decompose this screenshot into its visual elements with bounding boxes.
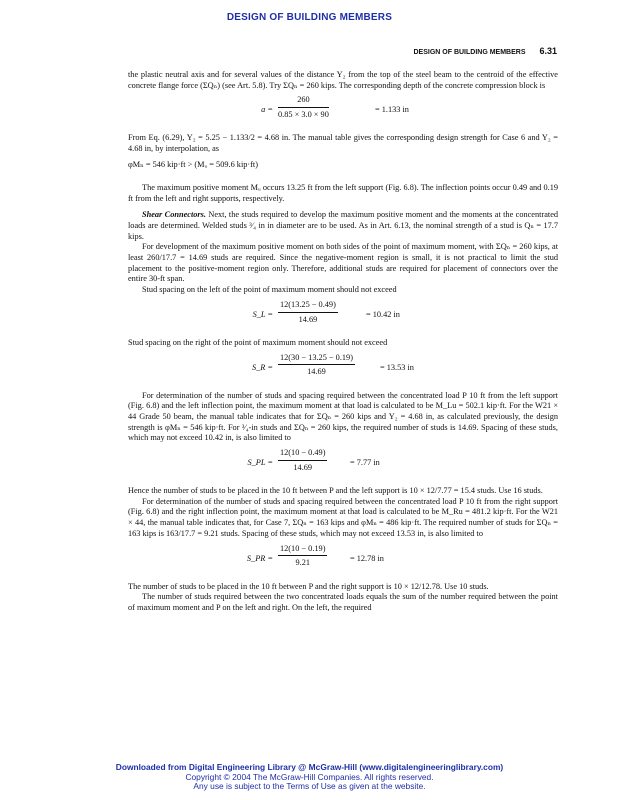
running-head	[414, 46, 558, 56]
denominator: 14.69	[293, 462, 313, 472]
equation-rhs: = 10.42 in	[366, 309, 400, 319]
paragraph: The number of studs required between the two concentrated loads equals the sum of the number required between the point of maximum moment and P on the left and right. On the left, the required	[128, 592, 558, 612]
paragraph: From Eq. (6.29), Y₂ = 5.25 − 1.133/2 = 4.68 in. The manual table gives the corresponding design strength for Case 6 and Y₂ = 4.68 in, by interpolation, as	[128, 133, 558, 154]
equation-spr	[128, 544, 558, 576]
denominator: 14.69	[298, 314, 318, 324]
paragraph: For determination of the number of studs and spacing required between the concentrated load P 10 ft from the left support (Fig. 6.8) and the left inflection point, the maximum moment at that load is calculated to be M_Lu = 502.1 kip·ft. For the W21 × 44 Grade 50 beam, the manual table indicates that for ΣQₙ = 260 kips and Y₂ = 4.68 in, as calculated previously, the design strength is φMₙ = 546 kip·ft. For ³⁄₄-in studs and ΣQₙ = 260 kips, the required number of studs is 14.69. Spacing of these studs, which may not exceed 10.42 in, is also limited to	[128, 390, 558, 443]
paragraph: the plastic neutral axis and for several values of the distance Y₂ from the top of the steel beam to the centroid of the effective concrete flange force (ΣQₙ) (see Art. 5.8). Try ΣQₙ = 260 kips. The corresponding depth of the concrete compression block is	[128, 70, 558, 90]
paragraph: For development of the maximum positive moment on both sides of the point of maximum moment, with ΣQₙ = 260 kips, at least 260/17.7 = 14.69 studs are required. Since the negative-moment region is small, it is not practical to limit the stud placement to the positive-moment region only. Therefore, additional studs are required for placement of connectors over the entire 30-ft span.	[128, 242, 558, 284]
footer-terms-link[interactable]: Any use is subject to the Terms of Use as given at the website.	[193, 781, 426, 792]
equation-spl	[128, 448, 558, 480]
denominator: 9.21	[295, 558, 310, 568]
numerator: 12(10 − 0.49)	[278, 448, 327, 461]
fraction	[278, 544, 327, 569]
denominator: 0.85 × 3.0 × 90	[278, 110, 329, 120]
denominator: 14.69	[307, 367, 326, 377]
document-banner: DESIGN OF BUILDING MEMBERS	[226, 12, 393, 23]
section-heading: Shear Connectors.	[142, 210, 206, 220]
paragraph-text: Next, the studs required to develop the maximum positive moment and the moments at the concentrated loads are determined. Welded studs ³⁄₄ in in diameter are to be used. As in Art. 6.13, the nominal strength of a stud is Qₙ = 17.7 kips.	[128, 210, 559, 241]
equation-a	[128, 95, 558, 127]
fraction	[278, 300, 338, 325]
paragraph: The maximum positive moment Mᵤ occurs 13.25 ft from the left support (Fig. 6.8). The inflection points occur 0.49 and 0.19 ft from the left and right supports, respectively.	[128, 182, 558, 203]
paragraph: Stud spacing on the right of the point of maximum moment should not exceed	[128, 337, 388, 347]
numerator: 12(30 − 13.25 − 0.19)	[278, 353, 355, 366]
numerator: 260	[278, 95, 329, 108]
page-number: 6.31	[539, 46, 557, 56]
equation-lhs: S_PR =	[246, 553, 273, 563]
equation-lhs: S_L =	[252, 309, 273, 319]
equation-rhs: = 1.133 in	[375, 105, 409, 115]
footer-copyright: Copyright © 2004 The McGraw-Hill Companies. All rights reserved.	[185, 771, 434, 782]
footer-download-link[interactable]: Downloaded from Digital Engineering Library @ McGraw-Hill (www.digitalengineeringlibrary.com)	[115, 762, 504, 772]
fraction	[278, 95, 329, 120]
paragraph: Hence the number of studs to be placed in the 10 ft between P and the left support is 10 × 12/7.77 = 15.4 studs. Use 16 studs.	[128, 486, 543, 496]
equation-lhs: S_PL =	[247, 458, 273, 468]
paragraph: Stud spacing on the left of the point of maximum moment should not exceed	[142, 285, 397, 295]
paragraph: The number of studs to be placed in the 10 ft between P and the right support is 10 × 12/12.78. Use 10 studs.	[128, 581, 489, 591]
equation-phi: φMₙ = 546 kip·ft > (Mᵤ = 509.6 kip·ft)	[128, 159, 258, 169]
fraction	[278, 353, 355, 378]
running-head-title: DESIGN OF BUILDING MEMBERS	[413, 49, 526, 56]
paragraph: For determination of the number of studs and spacing required between the concentrated load P 10 ft from the right support (Fig. 6.8) and the right inflection point, the maximum moment at that load is calculated to be M_Ru = 481.2 kip·ft. For the W21 × 44, the manual table indicates that, for Case 7, ΣQₙ = 163 kips and φMₙ = 486 kip·ft. The required number of studs for ΣQₙ = 163 kips is 163/17.7 = 9.21 studs. Spacing of these studs, which may not exceed 13.53 in, is also limited to	[128, 496, 558, 538]
equation-sr	[128, 353, 558, 385]
equation-lhs: a =	[261, 105, 273, 115]
numerator: 12(10 − 0.19)	[278, 544, 327, 557]
paragraph	[128, 210, 558, 242]
copyright-footer	[0, 763, 619, 792]
equation-lhs: S_R =	[251, 362, 273, 372]
equation-rhs: = 13.53 in	[380, 362, 414, 372]
page-body	[128, 70, 558, 614]
numerator: 12(13.25 − 0.49)	[278, 300, 338, 313]
equation-rhs: = 12.78 in	[350, 553, 384, 563]
equation-rhs: = 7.77 in	[350, 458, 380, 468]
fraction	[278, 448, 327, 473]
equation-sl	[128, 300, 558, 332]
